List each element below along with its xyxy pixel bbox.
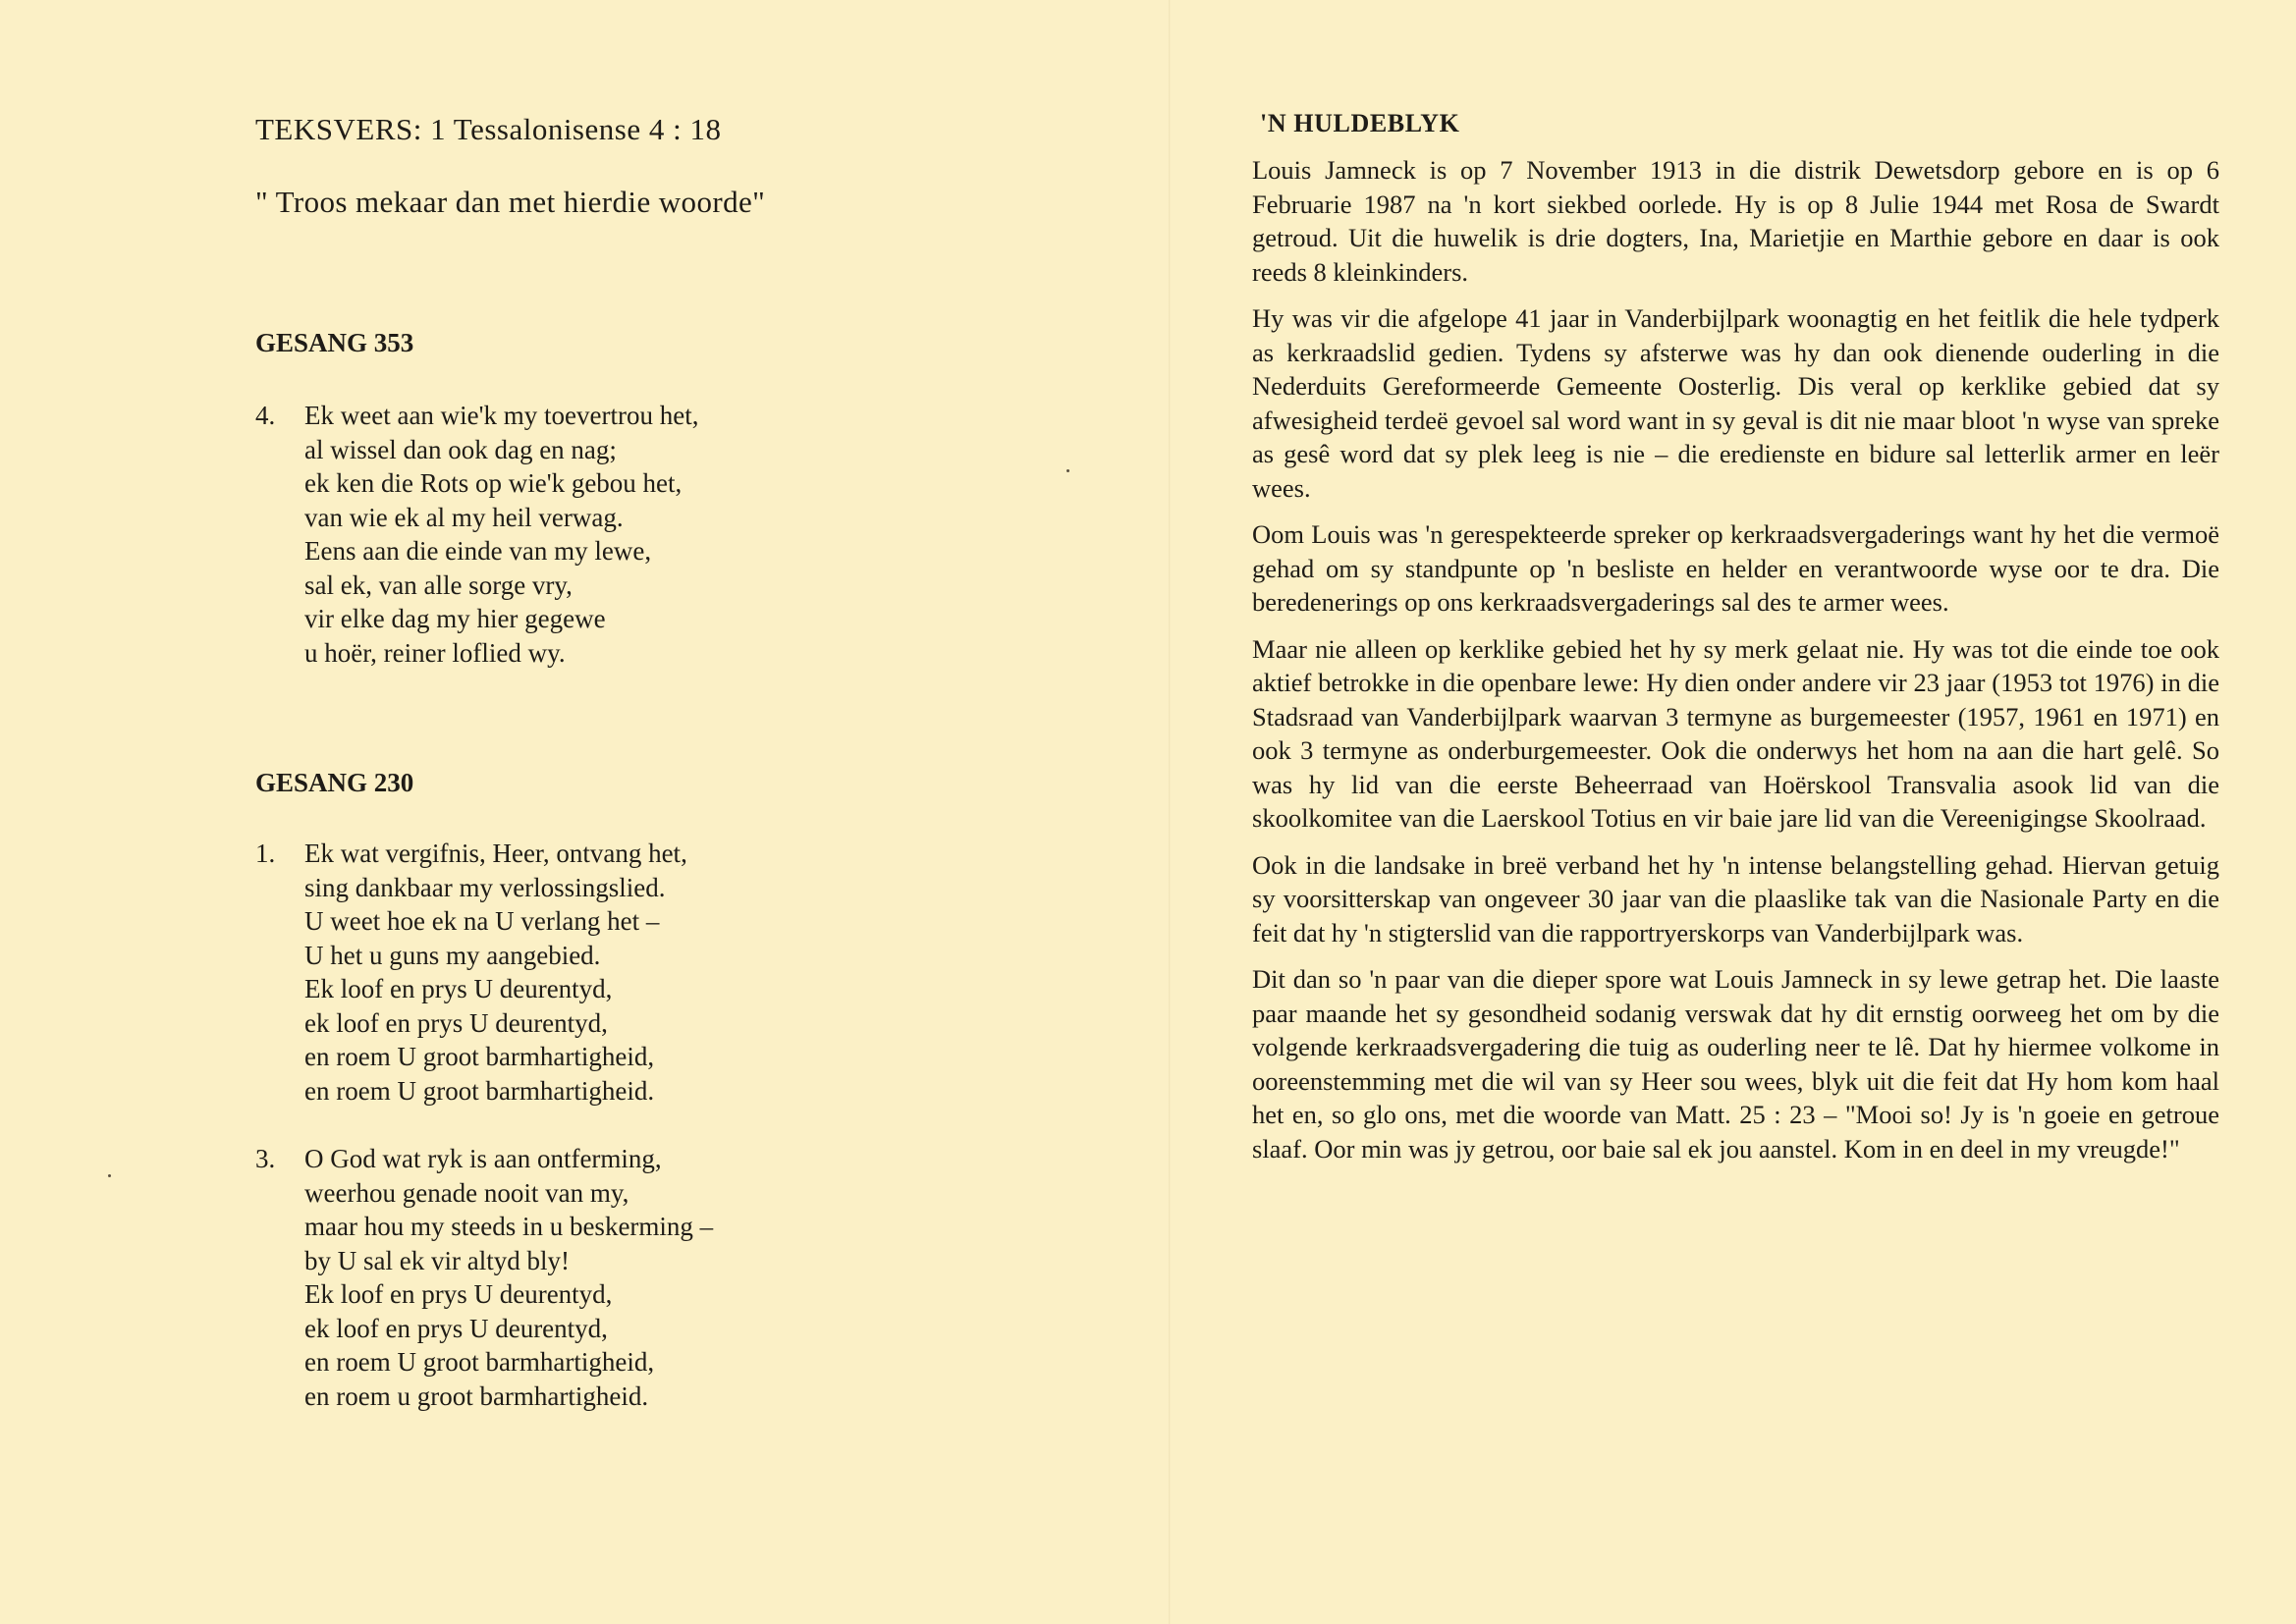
- tribute-paragraph: Maar nie alleen op kerklike gebied het hy sy merk gelaat nie. Hy was tot die einde toe ook aktief betrokke in die openbare lewe: Hy dien onder andere vir 23 jaar (1953 tot 1976) in die Stadsraad van Vanderbijlpark waarvan 3 termyne as burgemeester (1957, 1961 en 1971) en ook 3 termyne as onderburgemeester. Ook die onderwys het hom na aan die hart gelê. So was hy lid van die eerste Beheerraad van Hoërskool Transvalia asook lid van die skoolkomitee van die Laerskool Totius en vir baie jare lid van die Vereenigingse Skoolraad.: [1252, 633, 2219, 833]
- right-page: [1252, 108, 2219, 1178]
- verse-lines: [304, 837, 1100, 1108]
- verse-lines: [304, 399, 1100, 670]
- tribute-paragraph: Ook in die landsake in breë verband het hy 'n intense belangstelling gehad. Hiervan getuig sy voorsitterskap van ongeveer 30 jaar van die plaaslike tak van die Nasionale Party en die feit dat hy 'n stigterslid van die rapportryerskorps van Vanderbijlpark was.: [1252, 849, 2219, 947]
- hymn-title: GESANG 353: [255, 328, 414, 357]
- hymn-verse: [255, 1142, 1100, 1413]
- verse-number: 3.: [255, 1144, 276, 1173]
- verse-line: Ek weet aan wie'k my toevertrou het,: [304, 401, 699, 430]
- verse-line: en roem U groot barmhartigheid,: [304, 1347, 655, 1377]
- verse-line: van wie ek al my heil verwag.: [304, 502, 624, 532]
- verse-line: maar hou my steeds in u beskerming –: [304, 1212, 714, 1241]
- verse-number: 1.: [255, 839, 276, 868]
- verse-line: ek ken die Rots op wie'k gebou het,: [304, 468, 683, 498]
- verse-line: ek loof en prys U deurentyd,: [304, 1313, 608, 1343]
- tribute-paragraph: Oom Louis was 'n gerespekteerde spreker op kerkraadsvergaderings want hy het die vermoë gehad om sy standpunte op 'n besliste en helder en verantwoorde wyse oor te dra. Die beredenerings op ons kerkraadsvergaderings sal des te armer wees.: [1252, 519, 2219, 617]
- paper-speck: [108, 1174, 111, 1177]
- verse-line: vir elke dag my hier gegewe: [304, 604, 606, 633]
- center-fold: [1169, 0, 1171, 1624]
- text-verse-reference: TEKSVERS: 1 Tessalonisense 4 : 18: [255, 112, 722, 146]
- verse-line: Ek wat vergifnis, Heer, ontvang het,: [304, 839, 687, 868]
- verse-line: al wissel dan ook dag en nag;: [304, 434, 617, 464]
- verse-line: weerhou genade nooit van my,: [304, 1177, 629, 1208]
- verse-line: en roem U groot barmhartigheid.: [304, 1075, 655, 1106]
- verse-line: Eens aan die einde van my lewe,: [304, 536, 652, 566]
- verse-line: sing dankbaar my verlossingslied.: [304, 872, 666, 902]
- tribute-paragraph: Dit dan so 'n paar van die dieper spore wat Louis Jamneck in sy lewe getrap het. Die laaste paar maande het sy gesondheid sodanig verswak dat hy dit ernstig oorweeg het om by die volgende kerkraadsvergadering die tuig as ouderling neer te lê. Dat hy hiermee volkome in ooreenstemming met die wil van sy Heer sou wees, blyk uit die feit dat Hy hom kom haal het en, so glo ons, met die woorde van Matt. 25 : 23 – "Mooi so! Jy is 'n goeie en getroue slaaf. Oor min was jy getrou, oor baie sal ek jou aanstel. Kom in en deel in my vreugde!": [1252, 964, 2219, 1164]
- verse-line: u hoër, reiner loflied wy.: [304, 637, 566, 668]
- verse-line: en roem U groot barmhartigheid,: [304, 1042, 655, 1071]
- verse-lines: [304, 1142, 1100, 1413]
- tribute-paragraph: Louis Jamneck is op 7 November 1913 in die distrik Dewetsdorp gebore en is op 6 Februarie 1987 na 'n kort siekbed oorlede. Hy is op 8 Julie 1944 met Rosa de Swardt getroud. Uit die huwelik is drie dogters, Ina, Marietjie en Marthie gebore en daar is ook reeds 8 kleinkinders.: [1252, 155, 2219, 287]
- verse-line: U weet hoe ek na U verlang het –: [304, 906, 660, 936]
- text-verse-quote: " Troos mekaar dan met hierdie woorde": [255, 185, 766, 219]
- verse-line: U het u guns my aangebied.: [304, 940, 601, 970]
- hymn-verse: [255, 837, 1100, 1108]
- paper-speck: [1066, 469, 1069, 472]
- verse-number: 4.: [255, 401, 276, 430]
- tribute-paragraph: Hy was vir die afgelope 41 jaar in Vanderbijlpark woonagtig en het feitlik die hele tydperk as kerkraadslid gedien. Tydens sy afsterwe was hy dan ook dienende ouderling in die Nederduits Gereformeerde Gemeente Oosterlig. Dis veral op kerklike gebied dat sy afwesigheid terdeë gevoel sal word want in sy geval is dit nie maar bloot 'n wyse van spreke as gesê word dat sy plek leeg is nie – die eredienste en bidure sal letterlik armer en leër wees.: [1252, 303, 2219, 503]
- verse-line: O God wat ryk is aan ontferming,: [304, 1144, 662, 1173]
- verse-line: Ek loof en prys U deurentyd,: [304, 974, 613, 1003]
- tribute-title: 'N HULDEBLYK: [1260, 109, 1460, 137]
- verse-line: by U sal ek vir altyd bly!: [304, 1245, 570, 1275]
- verse-line: ek loof en prys U deurentyd,: [304, 1007, 608, 1038]
- verse-line: en roem u groot barmhartigheid.: [304, 1380, 649, 1411]
- hymn-verse: [255, 399, 1100, 670]
- verse-line: Ek loof en prys U deurentyd,: [304, 1279, 613, 1309]
- left-page: [255, 110, 1100, 1413]
- verse-line: sal ek, van alle sorge vry,: [304, 569, 573, 600]
- hymn-title: GESANG 230: [255, 768, 414, 797]
